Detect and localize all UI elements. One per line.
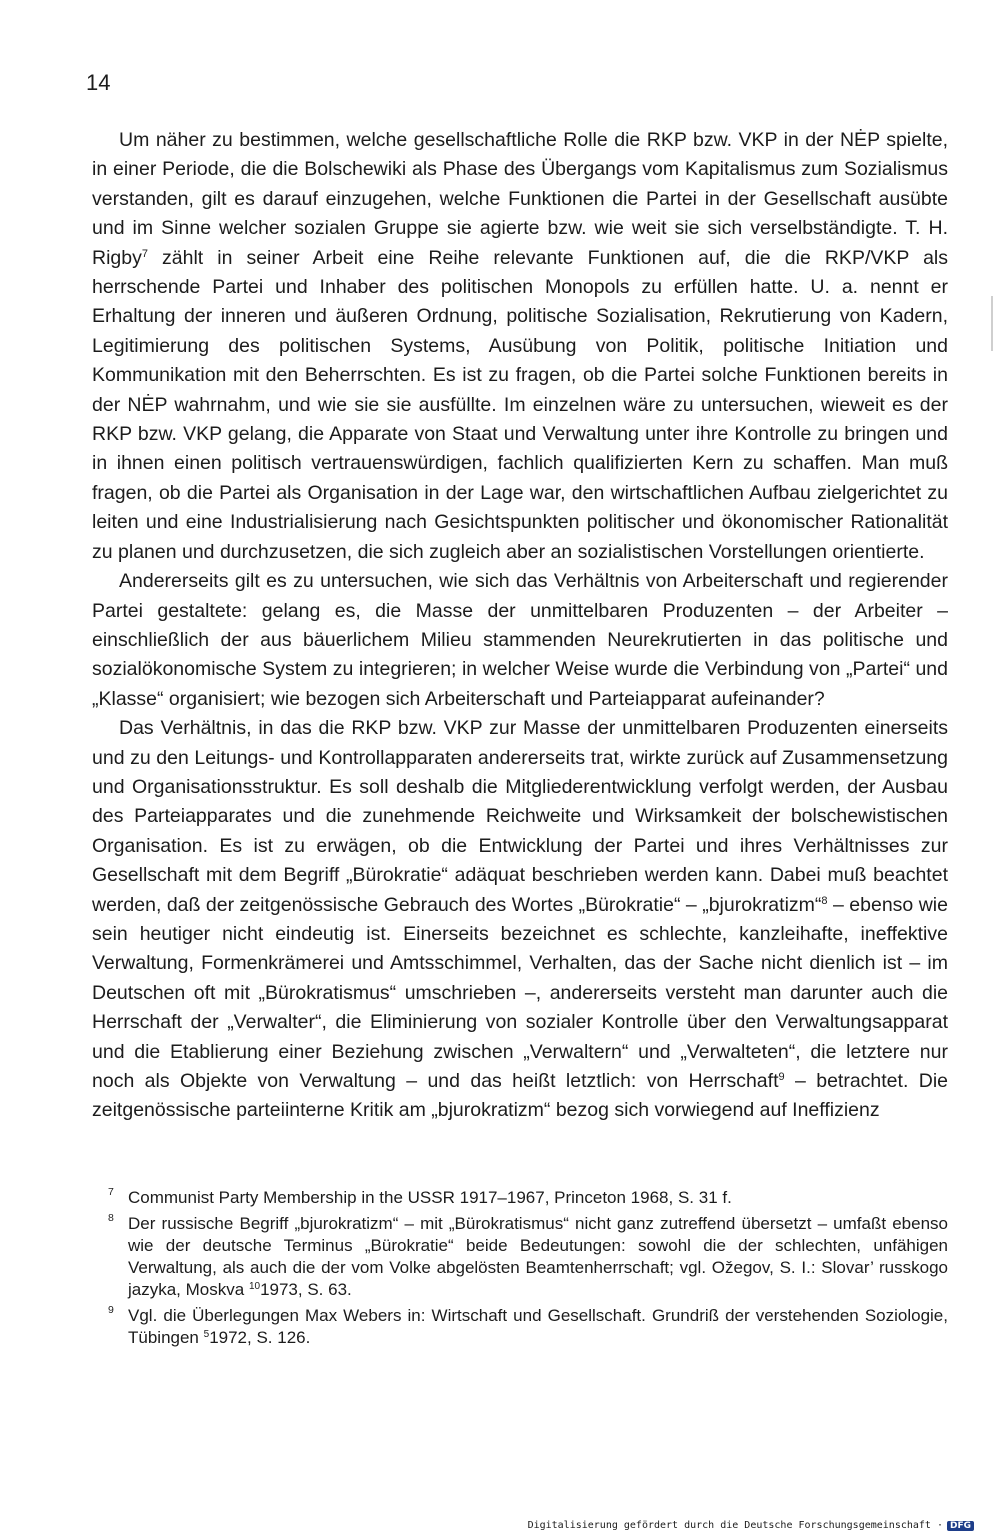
paragraph-3-text-c: – betrachtet. Die zeitgenössische parteiinterne Kritik am „bjurokratizm“ bezog sich vorwiegend auf Ineffizienz [92,1070,949,1122]
scan-margin-mark [991,296,993,351]
paragraph-1-text-a: Um näher zu bestimmen, welche gesellschaftliche Rolle die RKP bzw. VKP in der NĖP spielte, in einer Periode, die die Bolschewiki als Phase des Übergangs vom Kapitalismus zum Sozialismus verstanden, gilt es darauf einzugehen, welche Funktionen die Partei in der Gesellschaft ausübte und im Sinne welcher sozialen Gruppe sie agierte bzw. wie weit sie sich verselbständigte. T. H. Rigby [92,129,948,269]
footnote-text-a: Vgl. die Überlegungen Max Webers in: Wirtschaft und Gesellschaft. Grundriß der verstehenden Soziologie, Tübingen [128,1306,948,1347]
footnote-8 [108,1213,948,1301]
footnote-9 [108,1305,948,1349]
footnote-number: 9 [108,1304,114,1316]
credit-text: Digitalisierung gefördert durch die Deutsche Forschungsgemeinschaft · [527,1520,943,1531]
footnote-number: 8 [108,1212,114,1224]
footnote-text [128,1306,948,1347]
footnote-text-b: 1972, S. 126. [209,1328,311,1347]
paragraph-2: Andererseits gilt es zu untersuchen, wie sich das Verhältnis von Arbeiterschaft und regierender Partei gestaltete: gelang es, die Masse der unmittelbaren Produzenten – der Arbeiter – einschließlich der aus bäuerlichem Milieu stammenden Neurekrutierten in das politische und sozialökonomische System zu integrieren; in welcher Weise wurde die Verbindung von „Partei“ und „Klasse“ organisiert; wie bezogen sich Arbeiterschaft und Parteiapparat aufeinander? [92,570,948,710]
footnotes [108,1187,948,1353]
footnote-text: Communist Party Membership in the USSR 1917–1967, Princeton 1968, S. 31 f. [128,1188,732,1207]
digitization-credit [528,1520,974,1531]
dfg-logo: DFG [947,1521,974,1531]
paragraph-3 [92,714,948,1126]
footnote-7 [108,1187,948,1209]
edition-superscript: 5 [203,1329,210,1340]
paragraph-1-text-b: zählt in seiner Arbeit eine Reihe relevante Funktionen auf, die die RKP/VKP als herrschende Partei und Inhaber des politischen Monopols zu erfüllen hatte. U. a. nennt er Erhaltung der inneren und äußeren Ordnung, politische Sozialisation, Rekrutierung von Kadern, Legitimierung des politischen Systems, Ausübung von Politik, politische Initiation und Kommunikation mit den Beherrschten. Es ist zu fragen, ob die Partei solche Funktionen bereits in der NĖP wahrnahm, und wie sie sie ausfüllte. Im einzelnen wäre zu untersuchen, wieweit es der RKP bzw. VKP gelang, die Apparate von Staat und Verwaltung unter ihre Kontrolle zu bringen und in ihnen einen politisch vertrauenswürdigen, fachlich qualifizierten Kern zu schaffen. Man muß fragen, ob die Partei als Organisation in der Lage war, den wirtschaftlichen Aufbau zielgerichtet zu leiten und eine Industrialisierung nach Gesichtspunkten politischer und ökonomischer Rationalität zu planen und durchzusetzen, die sich zugleich aber an sozialistischen Vorstellungen orientierte. [92,246,948,563]
footnote-text-b: 1973, S. 63. [260,1280,352,1299]
main-text [92,126,948,1126]
footnote-text-a: Der russische Begriff „bjurokratizm“ – mit „Bürokratismus“ nicht ganz zutreffend übersetzt – umfaßt ebenso wie der deutsche Terminus „Bürokratie“ beide Bedeutungen: sowohl die der schlechten, unfähigen Verwaltung, als auch die der vom Volke abgelösten Beamtenherrschaft; vgl. Ožegov, S. I.: Slovar’ russkogo jazyka, Moskva [128,1214,948,1299]
footnote-ref-9: 9 [778,1071,785,1083]
footnote-ref-8: 8 [821,894,828,907]
paragraph-1 [92,126,948,567]
edition-superscript: 10 [248,1281,261,1292]
footnote-ref-7: 7 [141,247,148,260]
page-number: 14 [86,70,111,95]
footnote-number: 7 [108,1186,114,1198]
footnote-text [128,1214,948,1299]
paragraph-3-text-a: Das Verhältnis, in das die RKP bzw. VKP zur Masse der unmittelbaren Produzenten einerseits und zu den Leitungs- und Kontrollapparaten andererseits trat, wirkte zurück auf Zusammensetzung und Organisationsstruktur. Es soll deshalb die Mitgliederentwicklung verfolgt werden, der Ausbau des Parteiapparates und die zunehmende Reichweite und Wirksamkeit der bolschewistischen Organisation. Es ist zu erwägen, ob die Entwicklung der Partei und ihres Verhältnisses zur Gesellschaft mit dem Begriff „Bürokratie“ adäquat beschrieben werden kann. Dabei muß beachtet werden, daß der zeitgenössische Gebrauch des Wortes „Bürokratie“ – „bjurokratizm“ [92,717,948,916]
paragraph-3-text-b: – ebenso wie sein heutiger nicht eindeutig ist. Einerseits bezeichnet es schlechte, kanzleihafte, ineffektive Verwaltung, Formenkrämerei und Amtsschimmel, Verhalten, das der Sache nicht dienlich ist – im Deutschen oft mit „Bürokratismus“ umschrieben –, andererseits versteht man darunter auch die Herrschaft der „Verwalter“, die Eliminierung von sozialer Kontrolle über den Verwaltungsapparat und die Etablierung einer Beziehung zwischen „Verwaltern“ und „Verwalteten“, die letztere nur noch als Objekte von Verwaltung – und das heißt letztlich: von Herrschaft [92,893,948,1092]
